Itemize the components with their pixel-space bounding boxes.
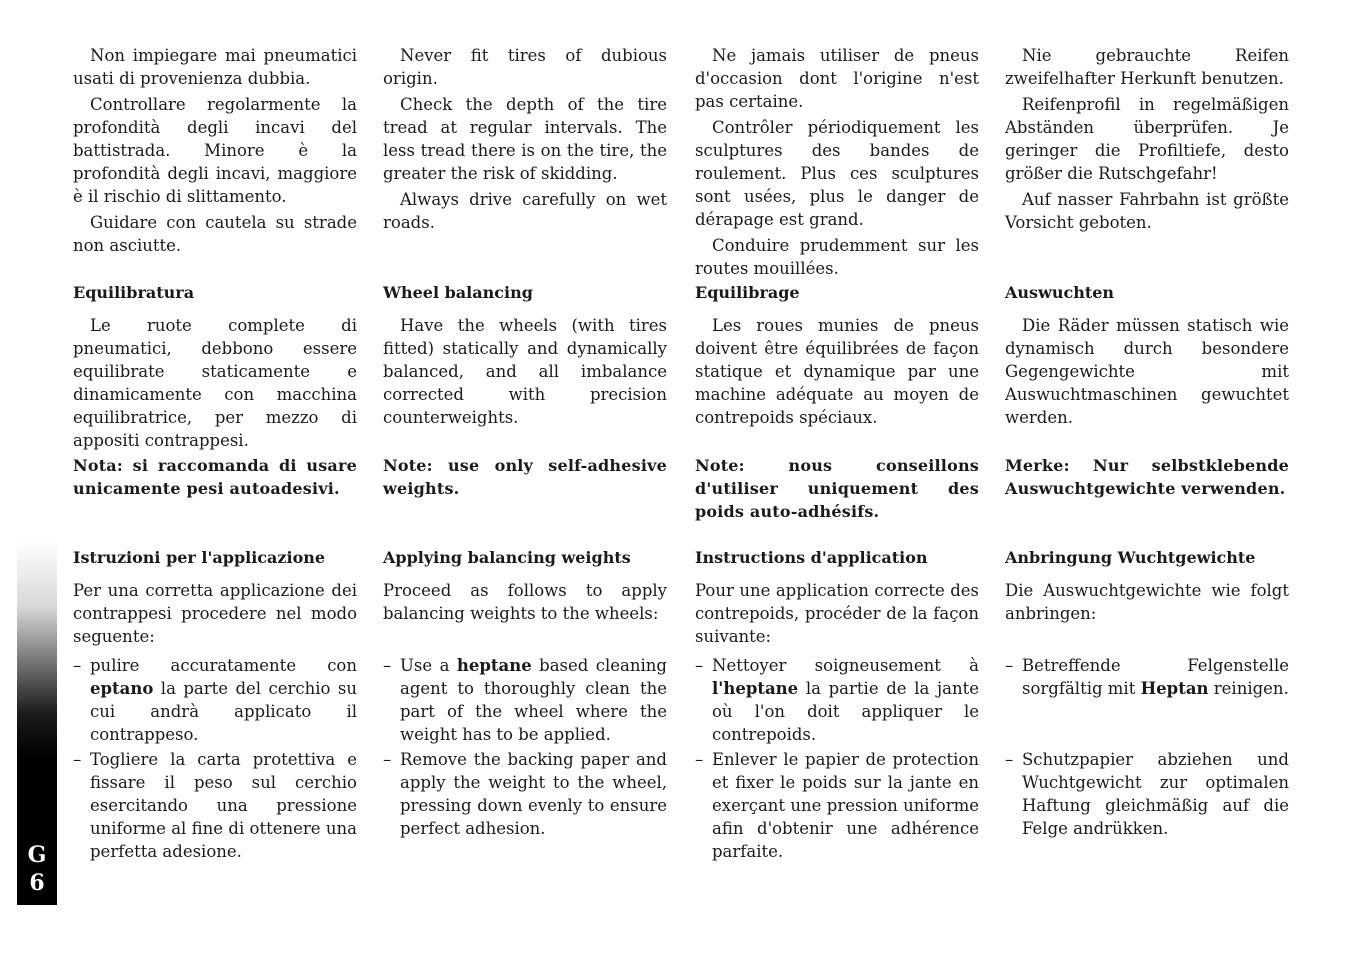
application-paragraph: Die Auswuchtgewichte wie folgt anbringen:: [1005, 581, 1289, 623]
tab-number: 6: [29, 870, 45, 896]
intro-block: [1005, 44, 1289, 234]
bullet-clean: – Use a heptane based cleaning agent to thoroughly clean the part of the wheel where the weight has to be applied.: [383, 656, 667, 744]
balancing-paragraph: Les roues munies de pneus doivent être équilibrées de façon statique et dynamique par une machine adéquate au moyen de contrepoids spéciaux.: [695, 316, 979, 427]
intro-paragraph: Conduire prudemment sur les routes mouillées.: [695, 236, 979, 278]
bullet-apply: – Togliere la carta protettiva e fissare il peso sul cerchio esercitando una pressione uniforme al fine di ottenere una perfetta adesione.: [73, 750, 357, 861]
intro-block: [695, 44, 979, 280]
balancing-paragraph: Le ruote complete di pneumatici, debbono essere equilibrate staticamente e dinamicamente con macchina equilibratrice, per mezzo di appositi contrappesi.: [73, 316, 357, 450]
intro-paragraph: Reifenprofil in regelmäßigen Abständen überprüfen. Je geringer die Profiltiefe, desto größer die Rutschgefahr!: [1005, 95, 1289, 183]
bold-term: Heptan: [1140, 679, 1209, 698]
intro-paragraph: Nie gebrauchte Reifen zweifelhafter Herkunft benutzen.: [1005, 46, 1289, 88]
intro-paragraph: Always drive carefully on wet roads.: [383, 190, 667, 232]
intro-paragraph: Auf nasser Fahrbahn ist größte Vorsicht geboten.: [1005, 190, 1289, 232]
heading-balancing: Wheel balancing: [383, 283, 533, 302]
note-text: Note: use only self-adhesive weights.: [383, 456, 667, 498]
tab-letter: G: [27, 842, 47, 868]
heading-application: Applying balancing weights: [383, 548, 631, 567]
heading-balancing: Equilibratura: [73, 283, 195, 302]
heading-balancing: Equilibrage: [695, 283, 800, 302]
balancing-paragraph: Have the wheels (with tires fitted) statically and dynamically balanced, and all imbalance corrected with precision counterweights.: [383, 316, 667, 427]
balancing-body: [73, 314, 357, 452]
application-body: [1005, 579, 1289, 625]
bold-term: eptano: [90, 679, 154, 698]
bullet-clean: – pulire accuratamente con eptano la parte del cerchio su cui andrà applicato il contrappeso.: [73, 656, 357, 744]
intro-paragraph: Contrôler périodiquement les sculptures des bandes de roulement. Plus ces sculptures sont usées, plus le danger de dérapage est grand.: [695, 118, 979, 229]
bullet-clean: – Betreffende Felgenstelle sorgfältig mit Heptan reinigen.: [1005, 656, 1289, 698]
intro-paragraph: Never fit tires of dubious origin.: [383, 46, 667, 88]
balancing-body: [1005, 314, 1289, 429]
heading-application: Instructions d'application: [695, 548, 928, 567]
heading-application: Anbringung Wuchtgewichte: [1005, 548, 1256, 567]
intro-paragraph: Non impiegare mai pneumatici usati di provenienza dubbia.: [73, 46, 357, 88]
heading-application: Istruzioni per l'applicazione: [73, 548, 326, 567]
application-body: [695, 579, 979, 648]
note-text: Nota: si raccomanda di usare unicamente pesi autoadesivi.: [73, 456, 357, 498]
application-body: [73, 579, 357, 648]
bullet-apply: – Remove the backing paper and apply the weight to the wheel, pressing down evenly to ensure perfect adhesion.: [383, 750, 667, 838]
bullet-apply: – Enlever le papier de protection et fixer le poids sur la jante en exerçant une pression uniforme afin d'obtenir une adhérence parfaite.: [695, 750, 979, 861]
intro-block: [73, 44, 357, 257]
section-tab: [17, 835, 57, 905]
balancing-body: [695, 314, 979, 429]
intro-block: [383, 44, 667, 234]
intro-paragraph: Ne jamais utiliser de pneus d'occasion dont l'origine n'est pas certaine.: [695, 46, 979, 111]
note-text: Merke: Nur selbstklebende Auswuchtgewichte verwenden.: [1005, 456, 1289, 498]
bullet-apply: – Schutzpapier abziehen und Wuchtgewicht zur optimalen Haftung gleichmäßig auf die Felge andrükken.: [1005, 750, 1289, 838]
application-paragraph: Proceed as follows to apply balancing weights to the wheels:: [383, 581, 667, 623]
application-paragraph: Pour une application correcte des contrepoids, procéder de la façon suivante:: [695, 581, 979, 646]
intro-paragraph: Controllare regolarmente la profondità degli incavi del battistrada. Minore è la profondità degli incavi, maggiore è il rischio di slittamento.: [73, 95, 357, 206]
balancing-body: [383, 314, 667, 429]
note-text: Note: nous conseillons d'utiliser uniquement des poids auto-adhésifs.: [695, 456, 979, 521]
balancing-paragraph: Die Räder müssen statisch wie dynamisch durch besondere Gegengewichte mit Auswuchtmaschinen gewuchtet werden.: [1005, 316, 1289, 427]
heading-balancing: Auswuchten: [1005, 283, 1115, 302]
intro-paragraph: Check the depth of the tire tread at regular intervals. The less tread there is on the tire, the greater the risk of skidding.: [383, 95, 667, 183]
application-paragraph: Per una corretta applicazione dei contrappesi procedere nel modo seguente:: [73, 581, 357, 646]
bold-term: heptane: [456, 656, 532, 675]
application-body: [383, 579, 667, 625]
bold-term: l'heptane: [712, 679, 799, 698]
bullet-clean: – Nettoyer soigneusement à l'heptane la partie de la jante où l'on doit appliquer le contrepoids.: [695, 656, 979, 744]
intro-paragraph: Guidare con cautela su strade non asciutte.: [73, 213, 357, 255]
